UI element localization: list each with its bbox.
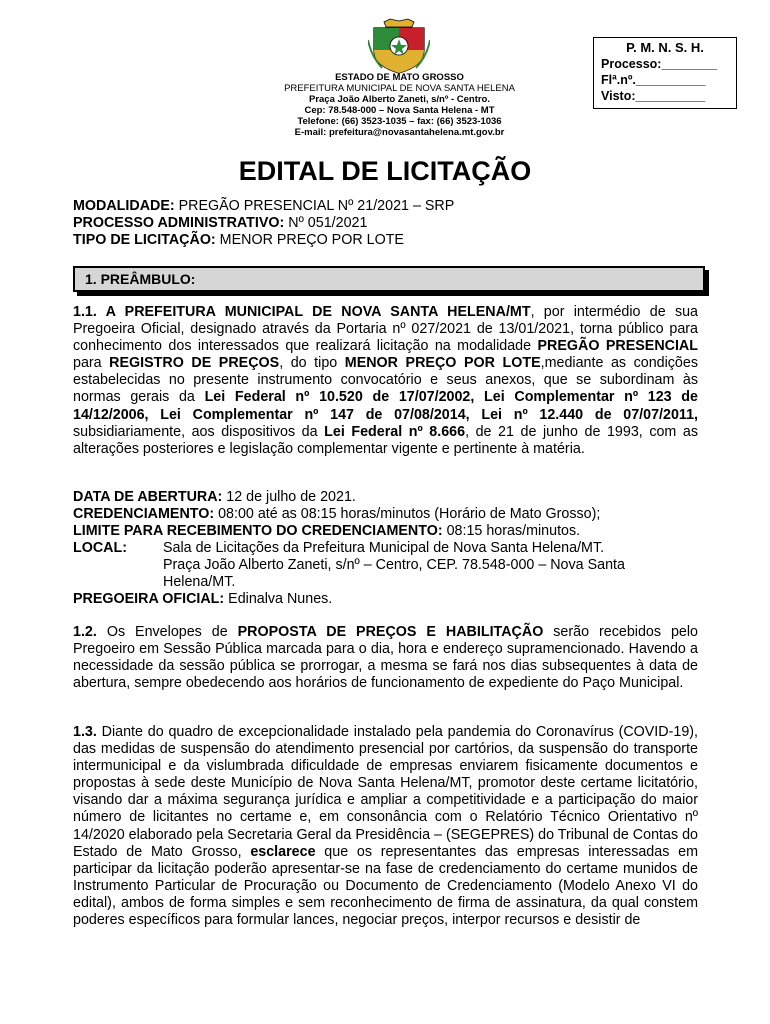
pregoeira-label: PREGOEIRA OFICIAL: bbox=[73, 591, 225, 607]
p13-number: 1.3. bbox=[73, 724, 97, 740]
p11-tipo: MENOR PREÇO POR LOTE bbox=[344, 355, 541, 372]
p11-org-name: 1.1. A PREFEITURA MUNICIPAL DE NOVA SANTA HELENA/MT bbox=[73, 304, 531, 320]
p11-laws: Lei Federal nº 10.520 de 17/07/2002, Lei Complementar nº 123 de 14/12/2006, Lei Complementar nº 147 de 07/08/2014, Lei nº 12.440 de 07/07/2011, bbox=[73, 389, 698, 423]
processo-label: PROCESSO ADMINISTRATIVO: bbox=[73, 215, 285, 231]
p11-text-b: , por intermédio de sua Pregoeira Oficial, designado através da Portaria nº 027/2021 de 13/01/2021, torna público para conhecimento dos interessados que realizará licitação na modalidade bbox=[73, 304, 698, 355]
modalidade-label: MODALIDADE: bbox=[73, 198, 175, 214]
stamp-processo: Processo:________ bbox=[601, 57, 718, 71]
p12-envelopes: PROPOSTA DE PREÇOS E HABILITAÇÃO bbox=[237, 624, 544, 640]
p13-text-b: Diante do quadro de excepcionalidade instalado pela pandemia do Coronavírus (COVID-19), das medidas de suspensão do atendimento presencial por cartórios, da suspensão do transporte intermunicipal e da vislumbrada dificuldade de empresas enviarem fisicamente documentos e propostas à sede deste Município de Nova Santa Helena/MT, promotor deste certame licitatório, visando dar a máxima segurança jurídica e ampliar a competitividade e a participação do maior número de licitantes no certame e, em consonância com o Relatório Técnico Orientativo nº 14/2020 elaborado pela Secretaria Geral da Presidência – (SEGEPRES) do Tribunal de Contas do Estado de Mato Grosso, bbox=[73, 724, 698, 860]
section-preambulo-header: 1. PREÂMBULO: bbox=[73, 266, 705, 292]
local-line-2: Praça João Alberto Zaneti, s/nº – Centro, CEP. 78.548-000 – Nova Santa Helena/MT. bbox=[163, 557, 625, 590]
stamp-title: P. M. N. S. H. bbox=[626, 40, 704, 55]
header-cep: Cep: 78.548-000 – Nova Santa Helena - MT bbox=[304, 105, 495, 116]
p13-esclarece: esclarece bbox=[250, 843, 316, 860]
stamp-visto: Visto:__________ bbox=[601, 89, 706, 103]
limite-value: 08:15 horas/minutos. bbox=[442, 523, 581, 539]
stamp-fls: Flª.nº.__________ bbox=[601, 73, 706, 87]
p11-lei-8666: Lei Federal nº 8.666 bbox=[324, 423, 466, 440]
abertura-label: DATA DE ABERTURA: bbox=[73, 489, 223, 505]
credenciamento-label: CREDENCIAMENTO: bbox=[73, 506, 215, 522]
abertura-value: 12 de julho de 2021. bbox=[222, 489, 356, 505]
header-email: E-mail: prefeitura@novasantahelena.mt.gov.br bbox=[294, 127, 505, 138]
tipo-label: TIPO DE LICITAÇÃO: bbox=[73, 232, 216, 248]
p12-text-d: serão recebidos pelo Pregoeiro em Sessão Pública marcada para o dia, hora e endereço supramencionado. Havendo a necessidade da sessão pública se prorrogar, a mesma se fará nos dias subsequentes à data de abertura, sempre obedecendo aos horários de funcionamento de expediente do Paço Municipal. bbox=[73, 624, 698, 692]
credenciamento-value: 08:00 até as 08:15 horas/minutos (Horário de Mato Grosso); bbox=[214, 506, 601, 522]
limite-label: LIMITE PARA RECEBIMENTO DO CREDENCIAMENTO: bbox=[73, 523, 443, 539]
p11-text-d: para bbox=[73, 355, 110, 372]
municipal-crest-logo bbox=[368, 18, 430, 74]
paragraph-1-3 bbox=[73, 724, 698, 929]
local-line-1: Sala de Licitações da Prefeitura Municipal de Nova Santa Helena/MT. bbox=[163, 540, 605, 556]
p11-text-f: , do tipo bbox=[279, 355, 345, 372]
p11-registro: REGISTRO DE PREÇOS bbox=[109, 355, 280, 372]
paragraph-1-2 bbox=[73, 624, 698, 692]
processo-value: Nº 051/2021 bbox=[284, 215, 368, 231]
p11-text-l: , de 21 de junho de 1993, com as alterações posteriores e legislação complementar vigente e pertinente à matéria. bbox=[73, 423, 698, 457]
p12-number: 1.2. bbox=[73, 624, 97, 640]
document-title: EDITAL DE LICITAÇÃO bbox=[238, 156, 532, 186]
header-address: Praça João Alberto Zaneti, s/nº - Centro. bbox=[308, 94, 490, 105]
p11-text-j: subsidiariamente, aos dispositivos da bbox=[73, 423, 325, 440]
local-label: LOCAL: bbox=[73, 540, 127, 556]
modalidade-value: PREGÃO PRESENCIAL Nº 21/2021 – SRP bbox=[174, 198, 455, 214]
pregoeira-value: Edinalva Nunes. bbox=[224, 591, 333, 607]
header-prefeitura: PREFEITURA MUNICIPAL DE NOVA SANTA HELENA bbox=[284, 83, 515, 94]
p11-text-h: ,mediante as condições estabelecidas no presente instrumento convocatório e seus anexos, que se subordinam às normas gerais da bbox=[73, 355, 698, 406]
p11-modalidade: PREGÃO PRESENCIAL bbox=[537, 338, 698, 355]
protocol-stamp-box bbox=[593, 37, 737, 109]
p12-text-b: Os Envelopes de bbox=[96, 624, 238, 640]
header-state: ESTADO DE MATO GROSSO bbox=[335, 72, 464, 83]
tipo-value: MENOR PREÇO POR LOTE bbox=[215, 232, 404, 248]
header-phone: Telefone: (66) 3523-1035 – fax: (66) 3523-1036 bbox=[297, 116, 502, 127]
schedule-block bbox=[73, 489, 693, 608]
paragraph-1-1 bbox=[73, 304, 698, 458]
p13-text-d: que os representantes das empresas interessadas em participar da licitação poderão apresentar-se na fase de credenciamento do certame munidos de Instrumento Particular de Procuração ou Documento de Credenciamento (Modelo Anexo VI do edital), ambos de forma simples e sem reconhecimento de firma de assinatura, da qual constem poderes específicos para formular lances, negociar preços, interpor recursos e desistir de bbox=[73, 843, 698, 929]
edital-meta bbox=[73, 198, 454, 249]
